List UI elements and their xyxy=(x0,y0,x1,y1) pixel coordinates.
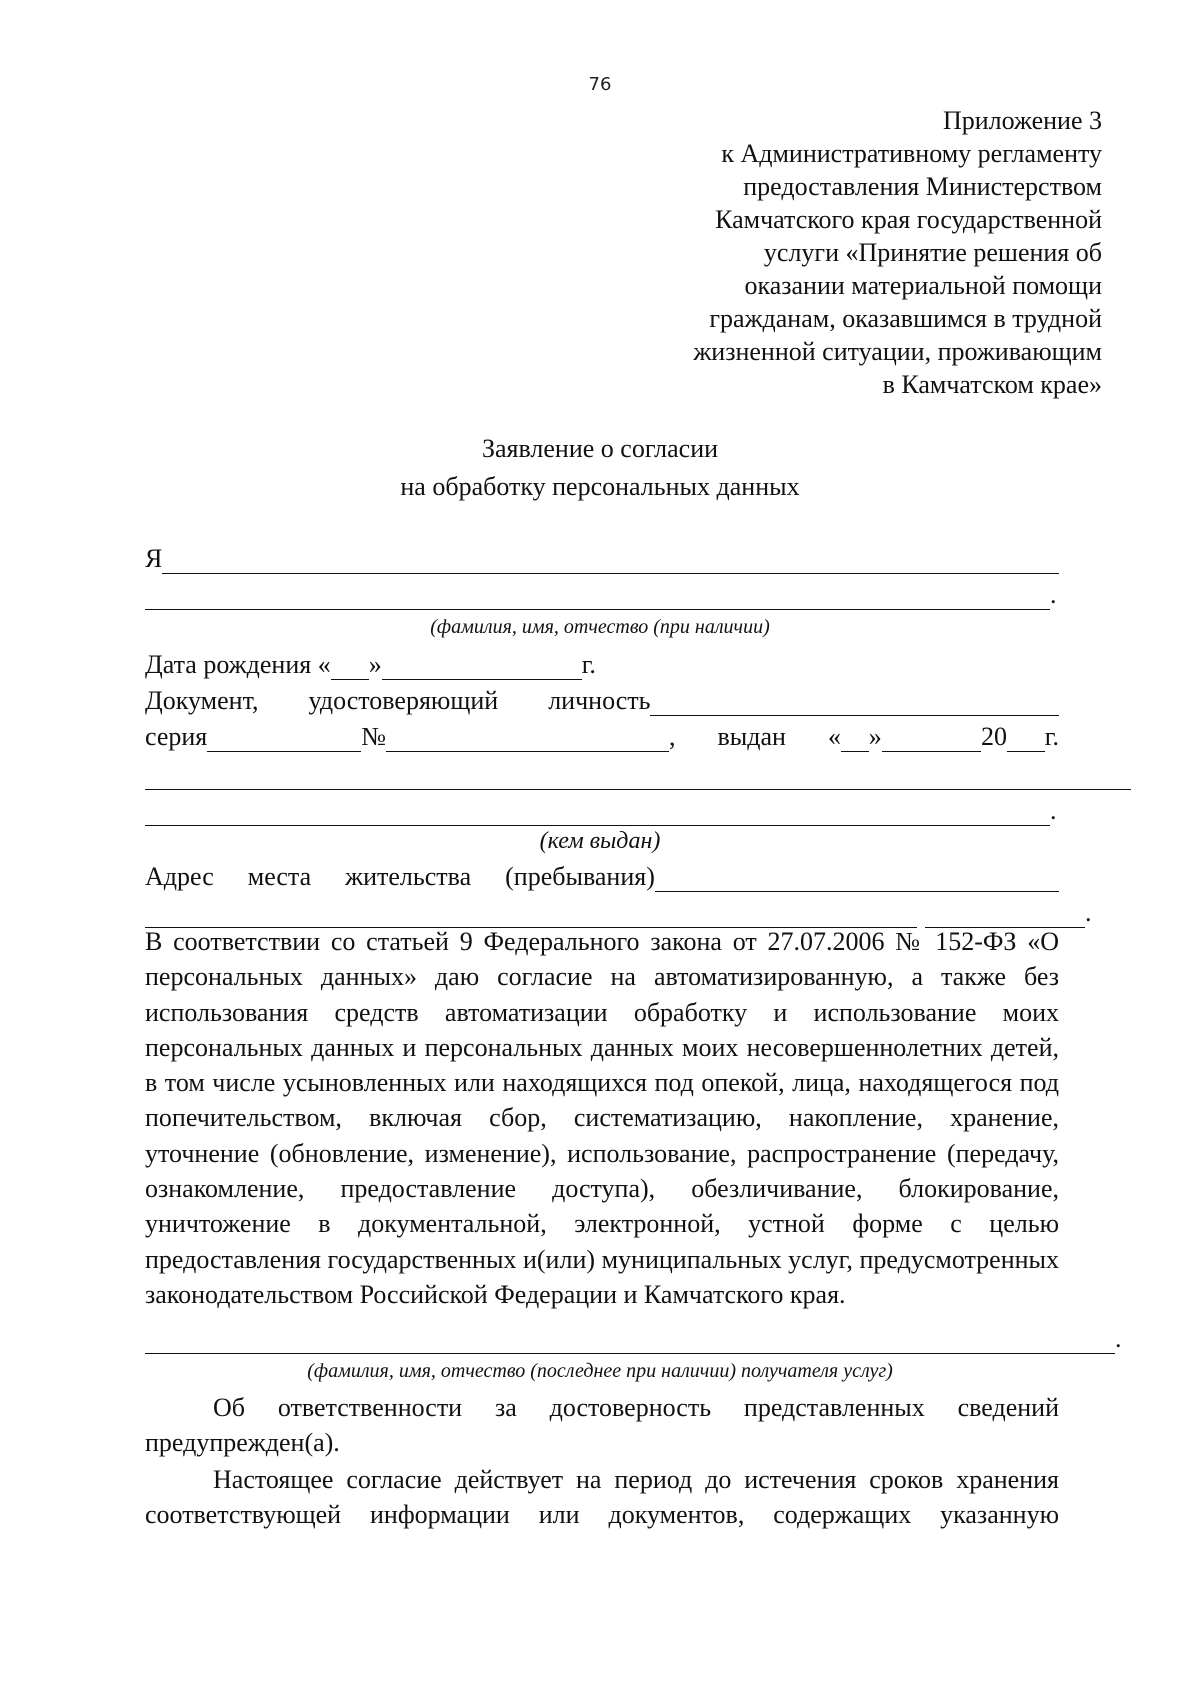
responsibility-paragraph xyxy=(145,1390,1059,1461)
issued-year-line xyxy=(1007,723,1045,752)
address-row-2 xyxy=(145,892,1095,928)
issued-month-line xyxy=(882,723,981,752)
applicant-name-row-2 xyxy=(145,574,1065,610)
i-label: Я xyxy=(145,544,163,573)
appendix-line: услуги «Принятие решения об xyxy=(763,238,1102,267)
recipient-caption: (фамилия, имя, отчество (последнее при наличии) получателя услуг) xyxy=(307,1360,893,1382)
issued-year-suffix: г. xyxy=(1044,722,1059,751)
address-label-3: жительства xyxy=(345,862,472,891)
issued-label: выдан xyxy=(717,722,786,751)
applicant-name-line xyxy=(162,545,1059,574)
title-line-2: на обработку персональных данных xyxy=(400,472,800,501)
comma: , xyxy=(669,722,676,751)
recipient-line xyxy=(145,1325,1115,1354)
issued-day-line xyxy=(841,723,869,752)
recipient-row xyxy=(145,1318,1130,1354)
birth-label: Дата рождения « xyxy=(145,650,331,679)
birth-year-suffix: г. xyxy=(581,650,596,679)
page-number: 76 xyxy=(588,74,612,95)
appendix-header xyxy=(693,104,1102,401)
address-label-4: (пребывания) xyxy=(505,862,655,891)
birth-day-line xyxy=(331,651,369,680)
address-line xyxy=(655,863,1059,892)
series-row xyxy=(145,716,1059,752)
document-row xyxy=(145,680,1059,716)
issued-close: » xyxy=(868,722,882,751)
responsibility-text: Об ответственности за достоверность представленных сведений предупрежден(а). xyxy=(145,1393,1059,1458)
validity-paragraph xyxy=(145,1462,1059,1533)
appendix-line: жизненной ситуации, проживающим xyxy=(693,337,1102,366)
appendix-line: Камчатского края государственной xyxy=(715,205,1102,234)
title-line-1: Заявление о согласии xyxy=(481,434,719,463)
document-line xyxy=(650,687,1059,716)
consent-text: В соответствии со статьей 9 Федерального закона от 27.07.2006 № 152-ФЗ «О персональных данных» даю согласие на автоматизированную, а также без использования средств автоматизации обработку и использование моих персональных данных и персональных данных моих несовершеннолетних детей, в том числе усыновленных или находящихся под опекой, лица, находящегося под попечительством, включая сбор, систематизацию, накопление, хранение, уточнение (обновление, изменение), использование, распространение (передачу, ознакомление, предоставление доступа), обезличивание, блокирование, уничтожение в документальной, электронной, устной форме с целью предоставления государственных и(или) муниципальных услуг, предусмотренных законодательством Российской Федерации и Камчатского края. xyxy=(145,927,1059,1309)
birth-date-row xyxy=(145,644,1059,680)
period: . xyxy=(1050,796,1057,825)
doc-label-2: удостоверяющий xyxy=(308,686,499,715)
appendix-line: гражданам, оказавшимся в трудной xyxy=(709,304,1102,333)
doc-label-1: Документ, xyxy=(145,686,259,715)
consent-paragraph xyxy=(145,924,1059,1312)
issued-century: 20 xyxy=(981,722,1008,751)
series-label: серия xyxy=(145,722,208,751)
issued-by-caption: (кем выдан) xyxy=(539,828,661,854)
applicant-name-line-2 xyxy=(145,581,1050,610)
period: . xyxy=(1050,580,1057,609)
address-label-1: Адрес xyxy=(145,862,214,891)
issuer-row-2 xyxy=(145,790,1065,826)
applicant-name-row xyxy=(145,538,1059,574)
issuer-line-2 xyxy=(145,797,1050,826)
address-row xyxy=(145,856,1059,892)
appendix-line: в Камчатском крае» xyxy=(882,370,1102,399)
birth-close: » xyxy=(368,650,382,679)
issuer-line-1 xyxy=(145,761,1131,790)
issued-open: « xyxy=(827,722,841,751)
appendix-line: к Административному регламенту xyxy=(721,139,1102,168)
validity-text: Настоящее согласие действует на период до истечения сроков хранения соответствующей информации или документов, содержащих указанную xyxy=(145,1465,1059,1530)
appendix-line: предоставления Министерством xyxy=(743,172,1102,201)
document-title xyxy=(0,430,1200,506)
fio-caption: (фамилия, имя, отчество (при наличии) xyxy=(430,616,770,638)
period: . xyxy=(1085,898,1092,927)
number-label: № xyxy=(361,722,386,751)
address-label-2: места xyxy=(247,862,312,891)
appendix-line: оказании материальной помощи xyxy=(744,271,1102,300)
period: . xyxy=(1115,1324,1122,1353)
number-line xyxy=(386,723,669,752)
appendix-line: Приложение 3 xyxy=(942,106,1102,135)
series-line xyxy=(207,723,361,752)
issuer-row-1 xyxy=(145,754,1131,790)
birth-month-line xyxy=(382,651,582,680)
doc-label-3: личность xyxy=(548,686,651,715)
